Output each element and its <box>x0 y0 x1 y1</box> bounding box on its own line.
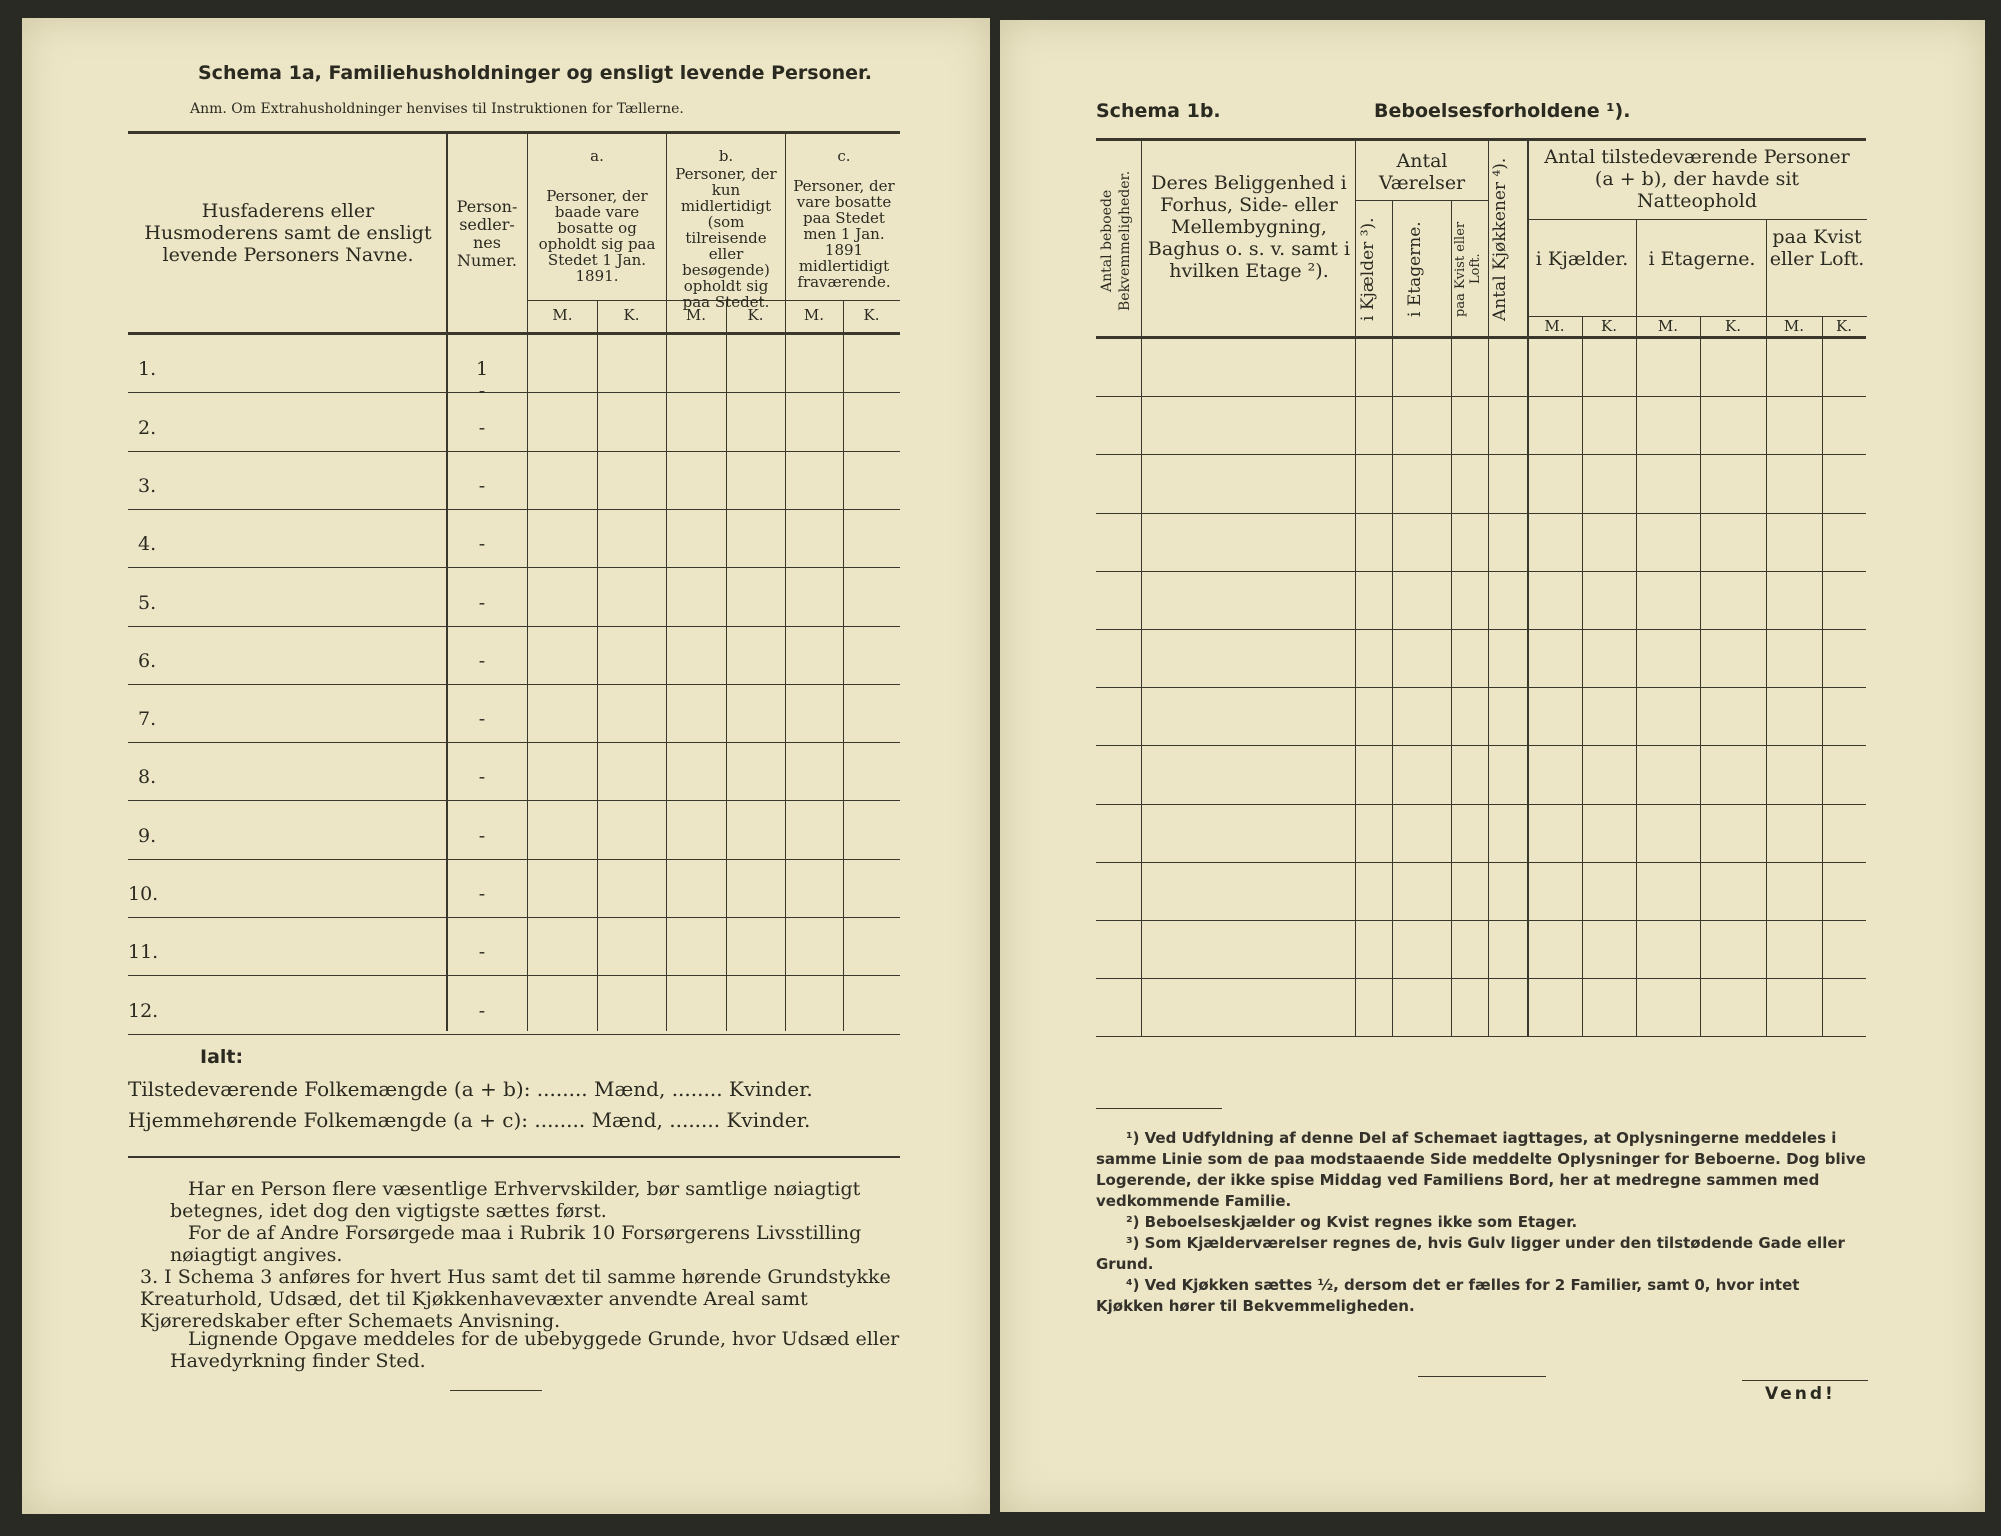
vend-rule <box>1742 1380 1868 1381</box>
col-sep <box>1141 140 1142 1036</box>
row-rule <box>1096 454 1866 455</box>
footnote-4: ⁴) Ved Kjøkken sættes ½, dersom det er fælles for 2 Familier, samt 0, hvor intet Kjøkken hører til Bekvemmeligheden. <box>1096 1276 1800 1315</box>
tilstede-line: Tilstedeværende Folkemængde (a + b): ........ Mænd, ........ Kvinder. <box>128 1077 813 1101</box>
col-a-header: Personer, der baade vare bosatte og opholdt sig paa Stedet 1 Jan. 1891. <box>538 187 656 285</box>
m-header: M. <box>1544 317 1565 335</box>
col-c-letter: c. <box>837 147 851 165</box>
person-number: - <box>478 1000 486 1022</box>
col-sep <box>843 300 844 1031</box>
row-rule <box>128 451 900 452</box>
row-rule <box>128 975 900 976</box>
note-2: For de af Andre Forsørgede maa i Rubrik 10 Forsørgerens Livsstilling nøiagtigt angives. <box>170 1222 862 1266</box>
row-rule <box>128 859 900 860</box>
col-sep <box>446 133 448 1031</box>
row-rule <box>1096 513 1866 514</box>
bottom-rule <box>1418 1376 1546 1377</box>
col-kjokken-header: Antal Kjøkkener ⁴). <box>1490 157 1510 321</box>
row-number: 9. <box>138 825 157 847</box>
col-sep <box>1700 316 1701 1036</box>
k-header: K. <box>623 306 640 324</box>
row-number: 1. <box>138 358 157 380</box>
col-vaer-header: Antal Værelser <box>1378 150 1466 194</box>
vaer-rule <box>1355 200 1488 201</box>
row-number: 8. <box>138 766 157 788</box>
right-mk-rule <box>1527 316 1867 317</box>
person-number: - <box>478 533 486 555</box>
col-sep <box>1636 219 1637 1036</box>
col-name-header: Husfaderens eller Husmoderens samt de ensligt levende Personers Navne. <box>144 200 432 266</box>
col-sep <box>1766 219 1767 1036</box>
ialt-label: Ialt: <box>200 1046 244 1068</box>
end-rule <box>450 1390 542 1391</box>
col-kvist-header: paa Kvist eller Loft. <box>1453 221 1483 317</box>
row-rule <box>128 800 900 801</box>
row-rule <box>128 567 900 568</box>
col-b-header: Personer, der kun midlertidigt (som tilreisende eller besøgende) opholdt sig paa Stedet. <box>675 165 777 311</box>
row-number: 12. <box>128 1000 159 1022</box>
col-belig-header: Deres Beliggenhed i Forhus, Side- eller Mellembygning, Baghus o. s. v. samt i hvilken Etage ²). <box>1147 172 1351 282</box>
note-4: Lignende Opgave meddeles for de ubebyggede Grunde, hvor Udsæd eller Havedyrkning finder Sted. <box>170 1328 900 1372</box>
col-c-header: Personer, der vare bosatte paa Stedet men 1 Jan. 1891 midlertidigt fraværende. <box>793 177 895 291</box>
person-number: - <box>478 883 486 905</box>
row-rule <box>1096 978 1866 979</box>
row-rule <box>128 626 900 627</box>
person-number: - <box>478 766 486 788</box>
m-header: M. <box>803 306 825 324</box>
col-bekv-header: Antal beboede Bekvemmeligheder. <box>1099 170 1133 312</box>
col-b-letter: b. <box>718 147 734 165</box>
row-rule <box>1096 745 1866 746</box>
schema-1b-title: Beboelsesforholdene ¹). <box>1374 100 1631 122</box>
schema-1b-label: Schema 1b. <box>1096 100 1221 122</box>
footnote-rule <box>1096 1108 1222 1109</box>
right-table-top-rule <box>1096 138 1866 141</box>
col-sep <box>1392 200 1393 1036</box>
right-subheader-rule <box>1527 219 1867 220</box>
row-rule <box>1096 629 1866 630</box>
col-sep <box>527 133 528 1031</box>
sub-etagerne-header: i Etagerne. <box>1648 248 1756 270</box>
k-header: K. <box>863 306 880 324</box>
row-number: 3. <box>138 475 157 497</box>
col-sep <box>597 300 598 1031</box>
col-tilstede-header: Antal tilstedeværende Personer (a + b), der havde sit Natteophold <box>1544 146 1850 212</box>
person-number: - <box>478 650 486 672</box>
col-kjaelder-header: i Kjælder ³). <box>1358 217 1378 321</box>
row-rule <box>128 392 900 393</box>
note-3: 3. I Schema 3 anføres for hvert Hus samt det til samme hørende Grundstykke Kreaturhold, Udsæd, det til Kjøkkenhavevæxter anvendte Areal samt Kjøreredskaber efter Schemaets Anvisning. <box>140 1266 891 1332</box>
person-number: - <box>478 475 486 497</box>
note-1: Har en Person flere væsentlige Erhvervskilder, bør samtlige nøiagtigt betegnes, idet dog den vigtigste sættes først. <box>170 1178 861 1222</box>
right-header-bottom-rule <box>1096 336 1866 339</box>
row-number: 7. <box>138 708 157 730</box>
row-rule <box>1096 862 1866 863</box>
notes-rule <box>128 1156 900 1158</box>
row-number: 5. <box>138 592 157 614</box>
m-header: M. <box>1783 317 1805 335</box>
vend-label: Vend! <box>1765 1384 1836 1404</box>
col-sep <box>666 133 667 1031</box>
row-rule <box>1096 1036 1866 1037</box>
col-sep <box>1582 316 1583 1036</box>
row-number: 6. <box>138 650 157 672</box>
k-header: K. <box>747 306 764 324</box>
col-sep <box>726 300 727 1031</box>
person-number: - <box>478 825 486 847</box>
sub-kvist-header: paa Kvist eller Loft. <box>1769 226 1865 270</box>
k-header: K. <box>1836 317 1852 335</box>
row-rule <box>1096 804 1866 805</box>
row-rule <box>128 1034 900 1035</box>
row-rule <box>128 917 900 918</box>
sub-kjaelder-header: i Kjælder. <box>1535 248 1629 270</box>
row-rule <box>128 509 900 510</box>
footnote-1: ¹) Ved Udfyldning af denne Del af Schemaet iagttages, at Oplysningerne meddeles i samme Linie som de paa modstaaende Side meddelte Oplysninger for Beboerne. Dog blive Logerende, der ikke spise Middag ved Familiens Bord, her at medregne sammen med vedkommende Familie. <box>1096 1129 1866 1210</box>
anm-note: Anm. Om Extrahusholdninger henvises til Instruktionen for Tællerne. <box>190 101 684 117</box>
person-number: - <box>478 417 486 439</box>
row-number: 10. <box>128 883 159 905</box>
schema-1a-title: Schema 1a, Familiehusholdninger og ensligt levende Personer. <box>198 62 872 84</box>
row-rule <box>1096 396 1866 397</box>
col-sep <box>1527 140 1529 1036</box>
person-number: 1 - <box>475 358 489 402</box>
footnote-2: ²) Beboelseskjælder og Kvist regnes ikke som Etager. <box>1126 1213 1578 1231</box>
m-header: M. <box>1657 317 1679 335</box>
col-etagerne-header: i Etagerne. <box>1405 221 1425 317</box>
row-rule <box>128 742 900 743</box>
col-sep <box>1355 140 1356 1036</box>
row-number: 4. <box>138 533 157 555</box>
row-rule <box>1096 920 1866 921</box>
row-rule <box>1096 687 1866 688</box>
k-header: K. <box>1725 317 1741 335</box>
col-a-letter: a. <box>590 147 604 165</box>
hjemme-line: Hjemmehørende Folkemængde (a + c): ........ Mænd, ........ Kvinder. <box>128 1108 811 1132</box>
person-number: - <box>478 592 486 614</box>
col-sep <box>1822 316 1823 1036</box>
m-header: M. <box>685 306 707 324</box>
col-sep <box>1488 140 1489 1036</box>
m-header: M. <box>552 306 573 324</box>
person-number: - <box>478 708 486 730</box>
row-number: 11. <box>128 941 159 963</box>
row-rule <box>1096 571 1866 572</box>
k-header: K. <box>1601 317 1617 335</box>
footnote-3: ³) Som Kjælderværelser regnes de, hvis Gulv ligger under den tilstødende Gade eller Grund. <box>1096 1234 1845 1273</box>
person-number: - <box>478 941 486 963</box>
row-rule <box>128 684 900 685</box>
col-num-header: Person-sedler-nes Numer. <box>456 197 518 270</box>
col-sep <box>1451 200 1452 1036</box>
row-number: 2. <box>138 417 157 439</box>
col-sep <box>785 133 786 1031</box>
